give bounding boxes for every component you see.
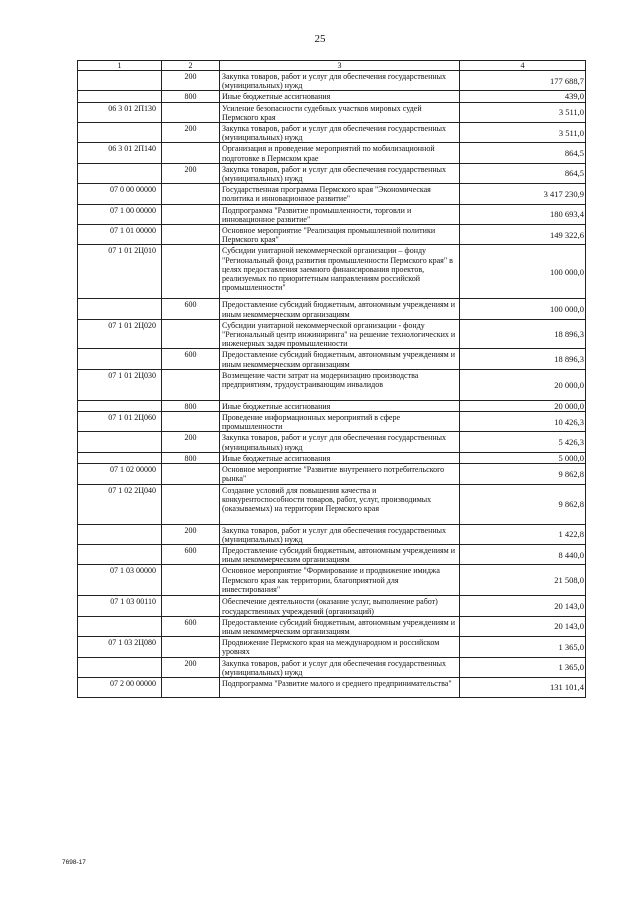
table-row [78,225,586,245]
table-row [78,432,586,452]
table-row [78,484,586,524]
expense-type-code: 600 [162,349,220,369]
expense-type-code [162,412,220,432]
item-description: Создание условий для повышения качества и конкурентоспособности товаров, работ, услуг, производимых (оказываемых) на территории Пермского края [220,484,460,524]
item-description: Обеспечение деятельности (оказание услуг, выполнение работ) государственных учреждений (организаций) [220,596,460,616]
expense-type-code: 600 [162,299,220,319]
expense-type-code: 200 [162,657,220,677]
target-code: 07 1 03 2Ц080 [78,637,162,657]
item-description: Возмещение части затрат на модернизацию производства предприятиям, трудоустраивающим инвалидов [220,369,460,400]
item-description: Закупка товаров, работ и услуг для обеспечения государственных (муниципальных) нужд [220,123,460,143]
item-description: Подпрограмма "Развитие промышленности, торговли и инновационное развитие" [220,204,460,224]
item-description: Основное мероприятие "Развитие внутреннего потребительского рынка" [220,464,460,484]
item-description: Продвижение Пермского края на международном и российском уровнях [220,637,460,657]
target-code [78,544,162,564]
table-row [78,71,586,91]
target-code: 07 1 03 00110 [78,596,162,616]
table-row [78,299,586,319]
table-row [78,163,586,183]
page-number: 25 [314,33,326,45]
table-row [78,400,586,411]
target-code: 07 2 00 00000 [78,677,162,697]
item-description: Проведение информационных мероприятий в сфере промышленности [220,412,460,432]
amount: 21 508,0 [460,565,586,596]
table-row [78,204,586,224]
amount: 18 896,3 [460,319,586,349]
expense-type-code [162,677,220,697]
item-description: Предоставление субсидий бюджетным, автономным учреждениям и иным некоммерческим организациям [220,544,460,564]
amount: 3 511,0 [460,123,586,143]
amount: 20 143,0 [460,596,586,616]
table-row [78,616,586,636]
expense-type-code: 800 [162,452,220,463]
item-description: Иные бюджетные ассигнования [220,400,460,411]
column-number-row [78,61,586,71]
table-row [78,412,586,432]
amount: 131 101,4 [460,677,586,697]
amount: 439,0 [460,91,586,102]
expense-type-code [162,319,220,349]
amount: 3 511,0 [460,102,586,122]
expense-type-code: 200 [162,524,220,544]
target-code [78,123,162,143]
expense-type-code [162,225,220,245]
table-row [78,464,586,484]
target-code [78,657,162,677]
budget-table-body [78,61,586,698]
target-code [78,91,162,102]
target-code: 07 1 03 00000 [78,565,162,596]
amount: 180 693,4 [460,204,586,224]
expense-type-code [162,245,220,299]
expense-type-code [162,369,220,400]
target-code: 07 1 02 00000 [78,464,162,484]
expense-type-code [162,565,220,596]
target-code [78,163,162,183]
expense-type-code: 200 [162,432,220,452]
column-number-1: 1 [78,61,162,71]
expense-type-code [162,204,220,224]
target-code [78,400,162,411]
budget-table [77,60,586,698]
expense-type-code: 600 [162,544,220,564]
amount: 18 896,3 [460,349,586,369]
amount: 1 365,0 [460,637,586,657]
item-description: Основное мероприятие "Реализация промышленной политики Пермского края" [220,225,460,245]
column-number-4: 4 [460,61,586,71]
document-code: 7698-17 [62,859,86,866]
item-description: Усиление безопасности судебных участков мировых судей Пермского края [220,102,460,122]
table-row [78,319,586,349]
item-description: Субсидии унитарной некоммерческой организации - фонду "Региональный центр инжиниринга" на решение технологических и инженерных задач промышленности [220,319,460,349]
amount: 177 688,7 [460,71,586,91]
expense-type-code: 800 [162,91,220,102]
table-row [78,657,586,677]
table-row [78,596,586,616]
table-row [78,452,586,463]
amount: 9 862,8 [460,484,586,524]
amount: 8 440,0 [460,544,586,564]
target-code [78,299,162,319]
amount: 149 322,6 [460,225,586,245]
amount: 1 422,8 [460,524,586,544]
item-description: Основное мероприятие "Формирование и продвижение имиджа Пермского края как территории, благоприятной для инвестирования" [220,565,460,596]
item-description: Закупка товаров, работ и услуг для обеспечения государственных (муниципальных) нужд [220,432,460,452]
expense-type-code [162,184,220,204]
item-description: Предоставление субсидий бюджетным, автономным учреждениям и иным некоммерческим организациям [220,299,460,319]
item-description: Закупка товаров, работ и услуг для обеспечения государственных (муниципальных) нужд [220,163,460,183]
table-row [78,565,586,596]
table-row [78,102,586,122]
table-row [78,91,586,102]
table-row [78,184,586,204]
amount: 5 426,3 [460,432,586,452]
item-description: Закупка товаров, работ и услуг для обеспечения государственных (муниципальных) нужд [220,71,460,91]
amount: 20 143,0 [460,616,586,636]
table-row [78,143,586,163]
expense-type-code: 200 [162,123,220,143]
item-description: Подпрограмма "Развитие малого и среднего предпринимательства" [220,677,460,697]
table-row [78,349,586,369]
table-row [78,544,586,564]
target-code [78,432,162,452]
target-code [78,524,162,544]
expense-type-code [162,637,220,657]
item-description: Предоставление субсидий бюджетным, автономным учреждениям и иным некоммерческим организациям [220,616,460,636]
amount: 9 862,8 [460,464,586,484]
amount: 20 000,0 [460,400,586,411]
item-description: Государственная программа Пермского края "Экономическая политика и инновационное развитие" [220,184,460,204]
target-code [78,349,162,369]
table-row [78,677,586,697]
table-row [78,369,586,400]
amount: 1 365,0 [460,657,586,677]
expense-type-code: 600 [162,616,220,636]
expense-type-code: 800 [162,400,220,411]
target-code: 07 1 01 2Ц060 [78,412,162,432]
amount: 20 000,0 [460,369,586,400]
amount: 3 417 230,9 [460,184,586,204]
target-code: 07 1 01 2Ц020 [78,319,162,349]
expense-type-code: 200 [162,71,220,91]
expense-type-code [162,484,220,524]
expense-type-code [162,143,220,163]
amount: 5 000,0 [460,452,586,463]
item-description: Организация и проведение мероприятий по мобилизационной подготовке в Пермском крае [220,143,460,163]
target-code [78,616,162,636]
target-code: 06 3 01 2П140 [78,143,162,163]
expense-type-code [162,596,220,616]
expense-type-code: 200 [162,163,220,183]
target-code [78,71,162,91]
column-number-3: 3 [220,61,460,71]
item-description: Предоставление субсидий бюджетным, автономным учреждениям и иным некоммерческим организациям [220,349,460,369]
table-row [78,637,586,657]
target-code: 06 3 01 2П130 [78,102,162,122]
amount: 864,5 [460,163,586,183]
target-code: 07 1 02 2Ц040 [78,484,162,524]
item-description: Субсидии унитарной некоммерческой организации – фонду "Региональный фонд развития промышленности Пермского края" в целях предоставления заемного финансирования проектов, реализуемых по приоритетным направлениям российской промышленности" [220,245,460,299]
table-row [78,245,586,299]
item-description: Иные бюджетные ассигнования [220,452,460,463]
target-code: 07 1 01 2Ц010 [78,245,162,299]
target-code: 07 1 01 2Ц030 [78,369,162,400]
amount: 100 000,0 [460,299,586,319]
amount: 10 426,3 [460,412,586,432]
table-row [78,123,586,143]
item-description: Закупка товаров, работ и услуг для обеспечения государственных (муниципальных) нужд [220,524,460,544]
item-description: Закупка товаров, работ и услуг для обеспечения государственных (муниципальных) нужд [220,657,460,677]
target-code: 07 1 00 00000 [78,204,162,224]
column-number-2: 2 [162,61,220,71]
expense-type-code [162,102,220,122]
target-code: 07 1 01 00000 [78,225,162,245]
table-row [78,524,586,544]
item-description: Иные бюджетные ассигнования [220,91,460,102]
amount: 100 000,0 [460,245,586,299]
expense-type-code [162,464,220,484]
target-code: 07 0 00 00000 [78,184,162,204]
target-code [78,452,162,463]
amount: 864,5 [460,143,586,163]
